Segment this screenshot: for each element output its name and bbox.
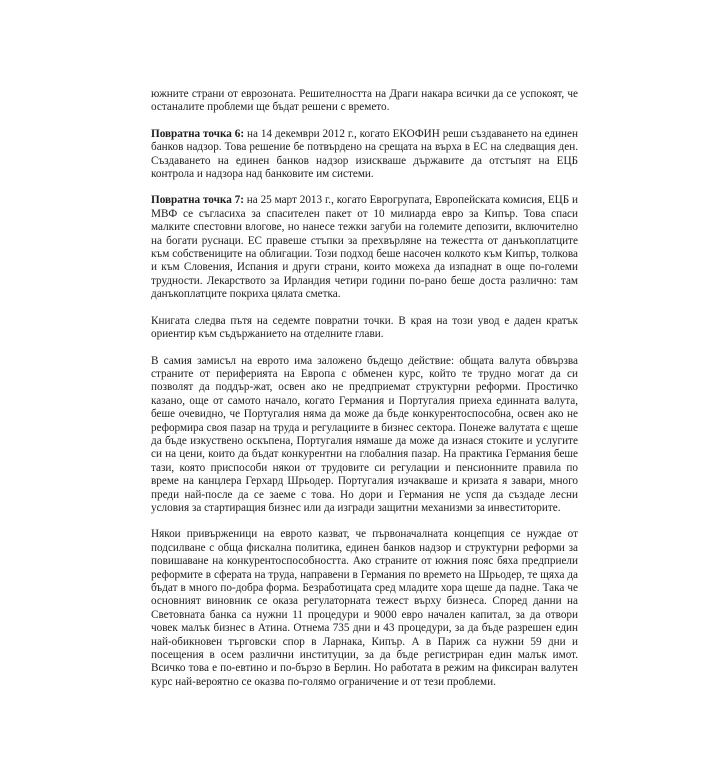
paragraph-text: В самия замисъл на еврото има заложено бъдещо действие: общата валута обвързва страните от периферията на Европа с обменен курс, който те трудно могат да си позволят да поддър-жат, освен ако не предприемат структурни реформи. Простичко казано, още от самото начало, когато Германия и Португалия приеха единната валута, беше очевидно, че Португалия няма да може да бъде конкурентоспособна, освен ако не реформира своя пазар на труда и регулациите в бизнес сектора. Понеже валутата є щеше да бъде изкуствено оскъпена, Португалия нямаше да може да изнася стоките и услугите си на цени, които да бъдат конкурентни на глобалния пазар. На практика Германия беше тази, която приспособи някои от трудовите си регулации и пенсионните правила по време на канцлера Герхард Шрьодер. Португалия изчакваше и кризата я завари, много преди най-после да се заеме с това. Но дори и Германия не успя да създаде лесни условия за стартиращия бизнес или да изгради защитни механизми за инвеститорите.: [151, 354, 578, 514]
text-block: [151, 88, 578, 689]
paragraph: [151, 528, 578, 689]
paragraph-text: южните страни от еврозоната. Решителността на Драги накара всички да се успокоят, че останалите проблеми ще бъдат решени с времето.: [151, 88, 578, 114]
paragraph: [151, 315, 578, 342]
paragraph: [151, 194, 578, 301]
paragraph: [151, 88, 578, 115]
paragraph-lead: Повратна точка 7:: [151, 194, 247, 207]
paragraph-text: Книгата следва пътя на седемте повратни точки. В края на този увод е даден кратък ориентир към съдържанието на отделните глави.: [151, 314, 578, 341]
paragraph-text: Някои привърженици на еврото казват, че първоначалната концепция се нуждае от подсилване с обща фискална политика, единен банков надзор и структурни реформи за повишаване на конкурентоспособността. Ако страните от южния пояс бяха предприели реформите в сферата на труда, направени в Германия по времето на Шрьодер, те щяха да бъдат в много по-добра форма. Безработицата сред младите хора щеше да падне. Така че основният виновник се оказа регулаторната тежест върху бизнеса. Според данни на Световната банка са нужни 11 процедури и 9000 евро начален капитал, за да отвори човек малък бизнес в Атина. Отнема 735 дни и 43 процедури, за да бъде разрешен един най-обикновен търговски спор в Ларнака, Кипър. А в Париж са нужни 59 дни и посещения в осем различни институции, за да бъде регистриран един малък имот. Всичко това е по-евтино и по-бързо в Берлин. Но работата в режим на фиксиран валутен курс най-вероятно се оказва по-голямо ограничение и от тези проблеми.: [151, 528, 578, 688]
paragraph: [151, 355, 578, 516]
paragraph-text: на 14 декември 2012 г., когато ЕКОФИН реши създаването на единен банков надзор. Това решение бе потвърдено на срещата на върха в ЕС на следващия ден. Създаването на единен банков надзор изискваше държавите да отстъпят на ЕЦБ контрола и надзора над банковите им системи.: [151, 127, 578, 181]
paragraph-text: на 25 март 2013 г., когато Еврогрупата, Европейската комисия, ЕЦБ и МВФ се съгласиха за спасителен пакет от 10 милиарда евро за Кипър. Това спаси малките спестовни влогове, но нанесе тежки загуби на големите депозити, включително на богати руснаци. ЕС правеше стъпки за прехвърляне на тежестта от данъкоплатците към собствениците на облигации. Този подход беше насочен колкото към Кипър, толкова и към Словения, Испания и други страни, които можеха да изпаднат в още по-големи трудности. Лекарството за Ирландия четири години по-рано беше доста различно: там данъкоплатците покриха цялата сметка.: [151, 194, 578, 301]
paragraph: [151, 128, 578, 182]
paragraph-lead: Повратна точка 6:: [151, 127, 247, 140]
